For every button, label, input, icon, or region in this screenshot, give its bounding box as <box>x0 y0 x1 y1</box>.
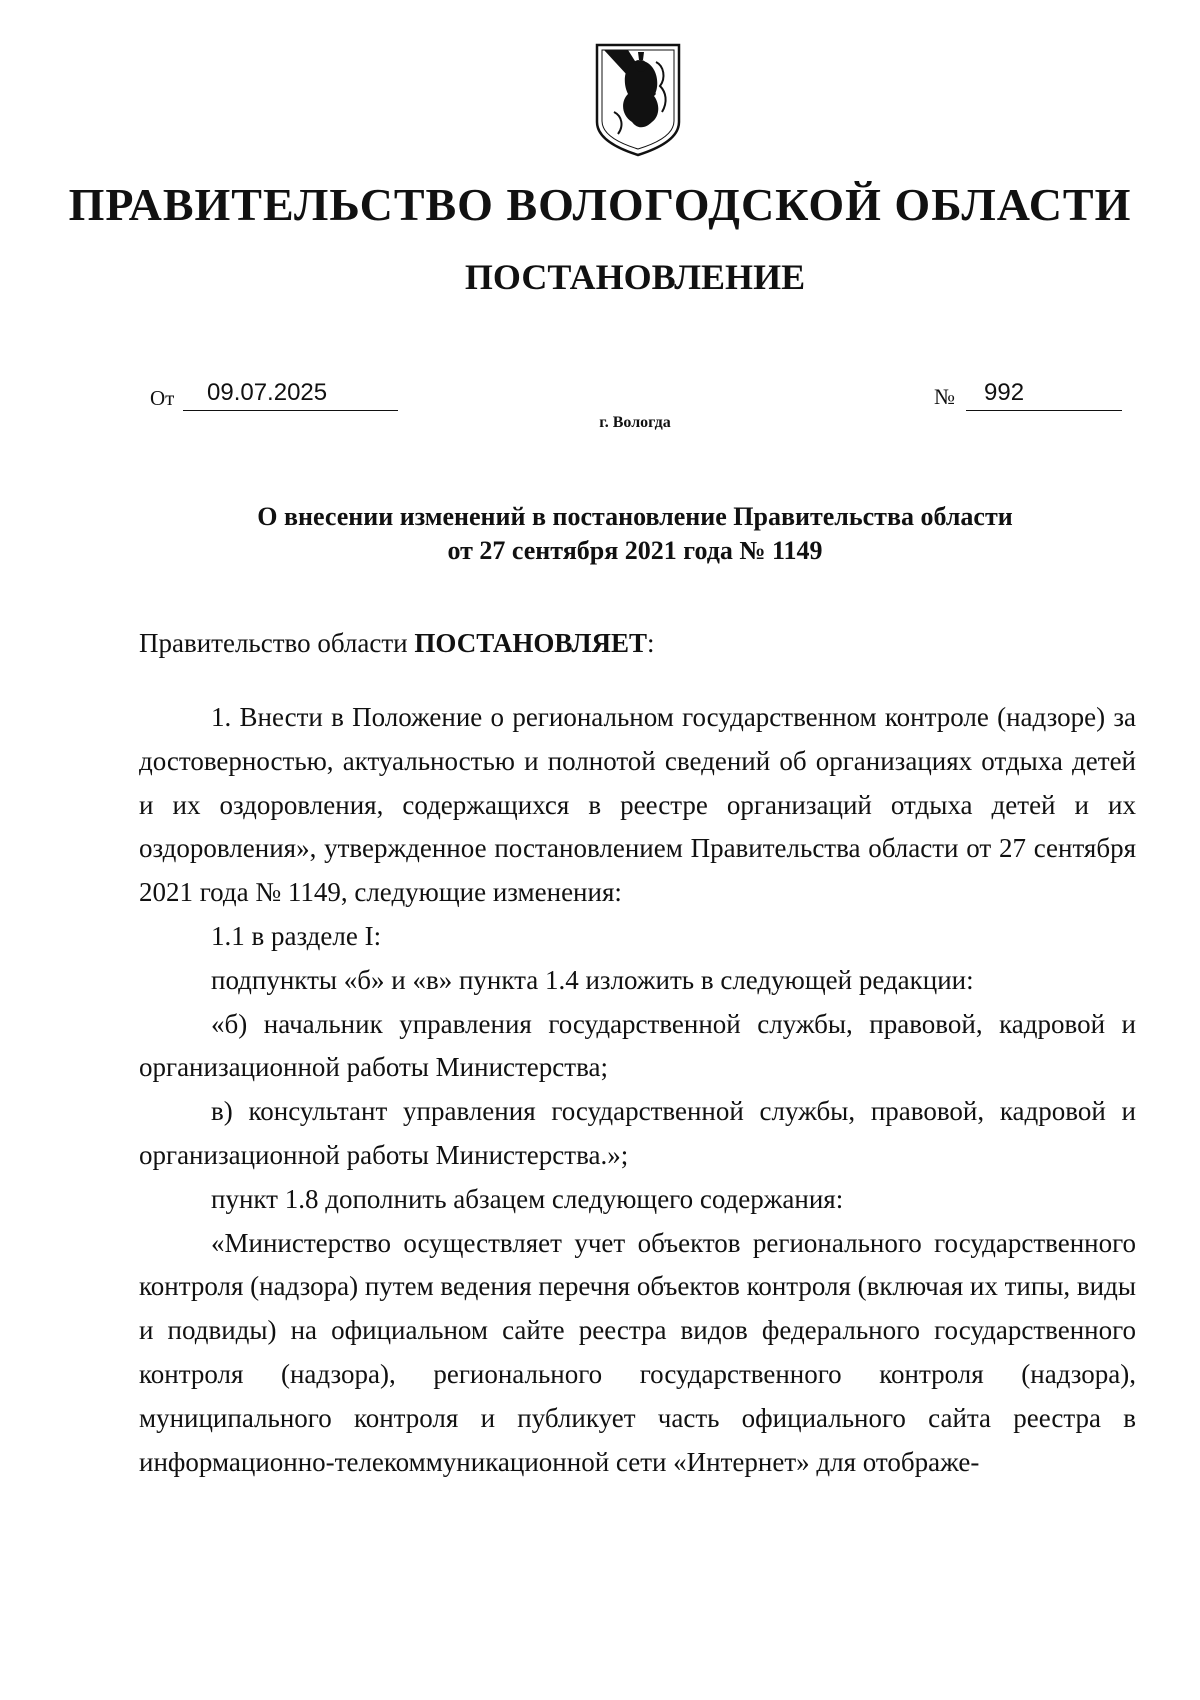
paragraph-1: 1. Внести в Положение о региональном государственном контроле (надзоре) за достоверностью, актуальностью и полнотой сведений об организациях отдыха детей и их оздоровления, содержащихся в реестре организаций отдыха детей и их оздоровления», утвержденное постановлением Правительства области от 27 сентября 2021 года № 1149, следующие изменения: <box>139 702 1136 908</box>
number-field <box>966 380 1122 411</box>
subject-line-1: О внесении изменений в постановление Правительства области <box>257 502 1013 531</box>
date-prefix: От <box>150 386 175 410</box>
document-body <box>139 696 1136 1484</box>
subject-line-2: от 27 сентября 2021 года № 1149 <box>447 536 823 565</box>
number-prefix: № <box>934 384 955 409</box>
date-field <box>183 380 398 411</box>
decree-keyword: ПОСТАНОВЛЯЕТ <box>414 628 647 658</box>
decree-statement <box>139 628 655 659</box>
document-type: ПОСТАНОВЛЕНИЕ <box>464 257 806 297</box>
decree-prefix: Правительство области <box>139 628 415 658</box>
document-number: 992 <box>984 379 1025 406</box>
paragraph-1-1: 1.1 в разделе I: <box>211 920 382 951</box>
city-name: г. Вологда <box>599 414 671 431</box>
paragraph-subpoint-b: «б) начальник управления государственной службы, правовой, кадровой и организационной работы Министерства; <box>139 1008 1136 1083</box>
document-date: 09.07.2025 <box>207 379 328 406</box>
paragraph-point-1-8-intro: пункт 1.8 дополнить абзацем следующего содержания: <box>211 1183 844 1214</box>
paragraph-subpoint-v: в) консультант управления государственной службы, правовой, кадровой и организационной работы Министерства.»; <box>139 1096 1136 1170</box>
organization-name: ПРАВИТЕЛЬСТВО ВОЛОГОДСКОЙ ОБЛАСТИ <box>68 179 1132 230</box>
paragraph-point-1-8-text: «Министерство осуществляет учет объектов регионального государственного контроля (надзора) путем ведения перечня объектов контроля (включая их типы, виды и подвиды) на официальном сайте реестра видов федерального государственного контроля (надзора), регионального государственного контроля (надзора), муниципального контроля и публикует часть официального сайта реестра в информационно-телекоммуникационной сети «Интернет» для отображе- <box>139 1227 1136 1477</box>
coat-of-arms-icon <box>594 42 682 158</box>
document-subject <box>0 500 1200 568</box>
decree-suffix: : <box>646 628 655 658</box>
paragraph-subpoints-intro: подпункты «б» и «в» пункта 1.4 изложить в следующей редакции: <box>211 964 974 995</box>
